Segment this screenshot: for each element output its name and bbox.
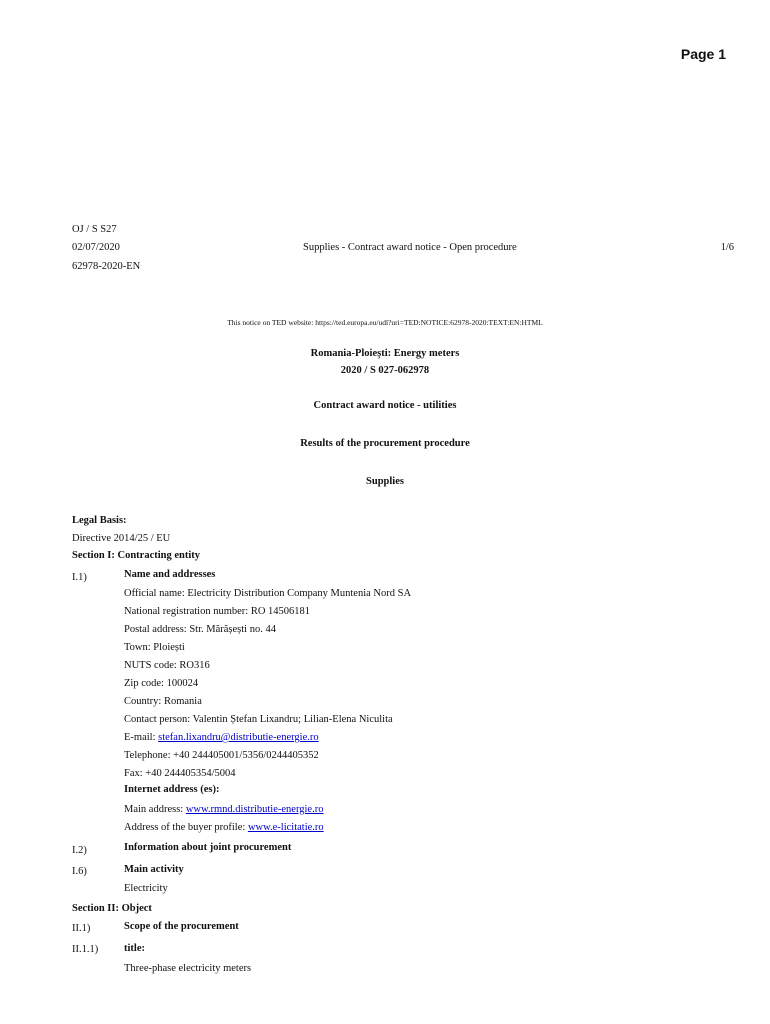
- main-address-link[interactable]: www.rmnd.distributie-energie.ro: [185, 804, 324, 815]
- fax: Fax: +40 244405354/5004: [124, 768, 236, 779]
- i1-heading: Name and addresses: [124, 569, 216, 580]
- notice-kind: Contract award notice - utilities: [313, 400, 457, 411]
- nuts-code: NUTS code: RO316: [124, 660, 210, 671]
- i6-heading: Main activity: [124, 864, 184, 875]
- procurement-title: Three-phase electricity meters: [124, 963, 252, 974]
- i1-number: I.1): [72, 572, 87, 583]
- supplies-heading: Supplies: [366, 476, 404, 487]
- document-id: 62978-2020-EN: [72, 261, 141, 272]
- internet-address-heading: Internet address (es):: [124, 784, 220, 795]
- registration-number: National registration number: RO 14506181: [124, 606, 311, 617]
- notice-title: Romania-Ploiești: Energy meters: [310, 348, 460, 359]
- page-number-label: Page 1: [680, 46, 726, 62]
- notice-type: Supplies - Contract award notice - Open procedure: [303, 242, 517, 253]
- town: Town: Ploiești: [124, 642, 185, 653]
- ted-website-line: This notice on TED website: https://ted.europa.eu/udl?uri=TED:NOTICE:62978-2020:TEXT:EN:HTML: [227, 318, 543, 327]
- legal-basis-label: Legal Basis:: [72, 515, 127, 526]
- legal-basis-value: Directive 2014/25 / EU: [72, 533, 171, 544]
- telephone: Telephone: +40 244405001/5356/0244405352: [124, 750, 319, 761]
- buyer-profile-line: [124, 822, 324, 833]
- page-count: 1/6: [720, 242, 734, 253]
- ii11-number: II.1.1): [72, 944, 99, 955]
- section-1-heading: Section I: Contracting entity: [72, 550, 201, 561]
- oj-reference: OJ / S S27: [72, 224, 117, 235]
- ii11-heading: title:: [124, 943, 145, 954]
- zip-code: Zip code: 100024: [124, 678, 199, 689]
- i2-heading: Information about joint procurement: [124, 842, 292, 853]
- postal-address: Postal address: Str. Mărășești no. 44: [124, 624, 276, 635]
- main-address-line: [124, 804, 323, 815]
- email-link[interactable]: stefan.lixandru@distributie-energie.ro: [158, 732, 319, 743]
- ii1-number: II.1): [72, 923, 91, 934]
- main-address-label: Main address:: [124, 804, 184, 815]
- main-activity-value: Electricity: [124, 883, 168, 894]
- country: Country: Romania: [124, 696, 202, 707]
- email-line: [124, 732, 319, 743]
- ii1-heading: Scope of the procurement: [124, 921, 239, 932]
- email-label: E-mail:: [124, 732, 156, 743]
- notice-number: 2020 / S 027-062978: [340, 365, 430, 376]
- contact-person: Contact person: Valentin Ștefan Lixandru; Lilian-Elena Niculita: [124, 714, 393, 725]
- section-2-heading: Section II: Object: [72, 903, 152, 914]
- i2-number: I.2): [72, 845, 87, 856]
- buyer-profile-link[interactable]: www.e-licitatie.ro: [247, 822, 324, 833]
- i6-number: I.6): [72, 866, 87, 877]
- notice-date: 02/07/2020: [72, 242, 120, 253]
- official-name: Official name: Electricity Distribution Company Muntenia Nord SA: [124, 588, 412, 599]
- results-heading: Results of the procurement procedure: [300, 438, 470, 449]
- buyer-profile-label: Address of the buyer profile:: [124, 822, 246, 833]
